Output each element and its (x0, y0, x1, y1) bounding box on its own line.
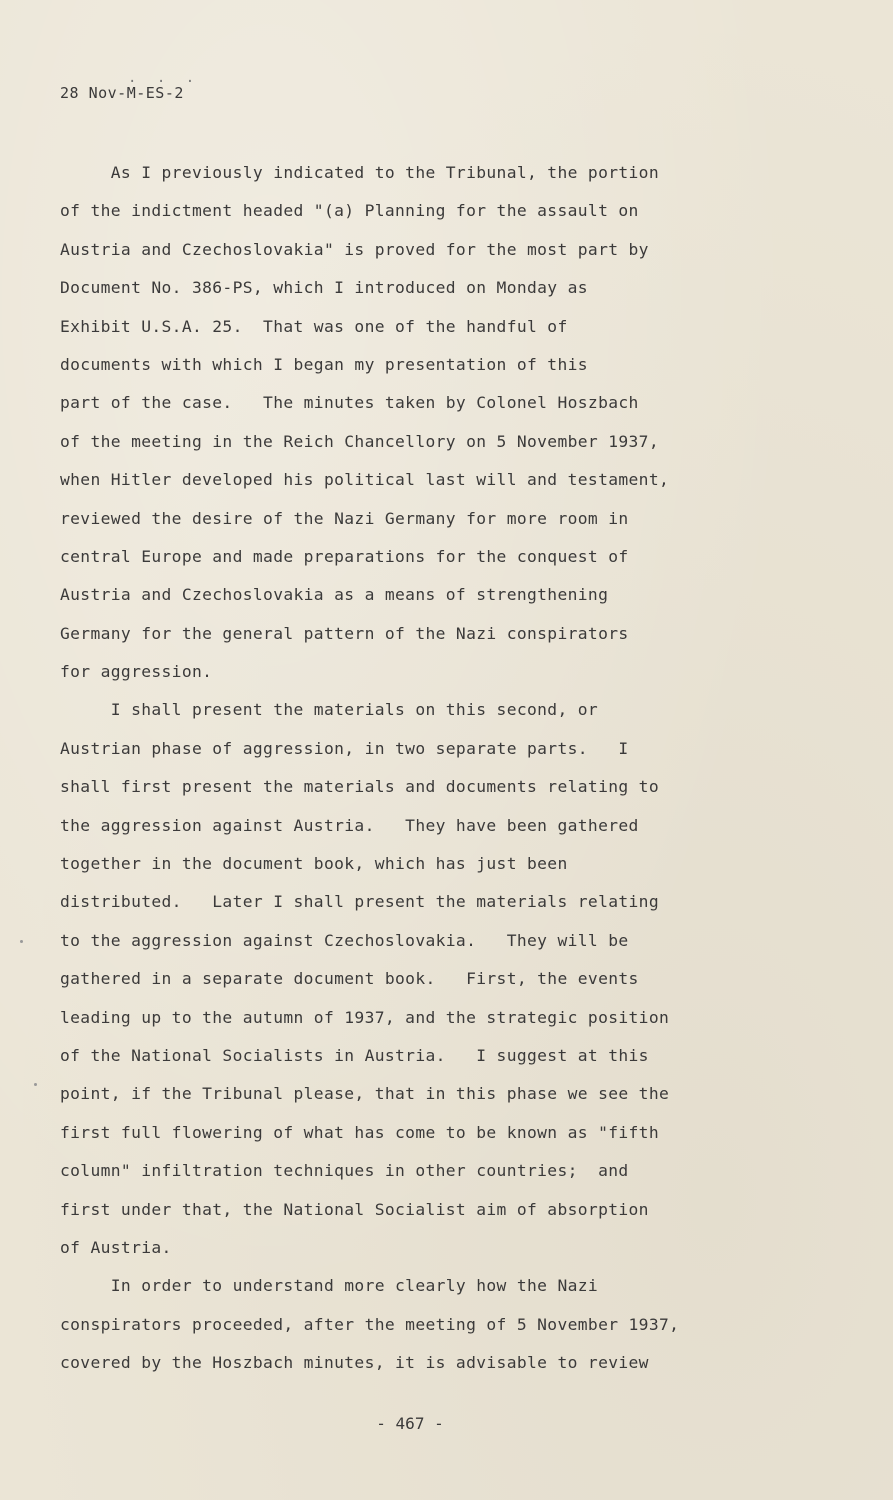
text-line: of the indictment headed "(a) Planning for the assault on (60, 201, 639, 221)
text-line: I shall present the materials on this second, or (60, 700, 599, 720)
top-marks: . . . (128, 70, 201, 86)
text-line: In order to understand more clearly how the Nazi (60, 1276, 599, 1296)
text-line: Germany for the general pattern of the Nazi conspirators (60, 623, 629, 643)
text-line: part of the case. The minutes taken by Colonel Hoszbach (60, 393, 639, 413)
text-line: point, if the Tribunal please, that in this phase we see the (60, 1084, 670, 1104)
text-line: first under that, the National Socialist aim of absorption (60, 1199, 649, 1219)
text-line: shall first present the materials and documents relating to (60, 777, 659, 797)
text-line: central Europe and made preparations for the conquest of (60, 546, 629, 566)
text-line: Austria and Czechoslovakia" is proved for the most part by (60, 239, 649, 259)
paper-speck (20, 940, 23, 943)
text-line: column" infiltration techniques in other countries; and (60, 1161, 629, 1181)
text-line: to the aggression against Czechoslovakia. They will be (60, 930, 629, 950)
text-line: Exhibit U.S.A. 25. That was one of the handful of (60, 316, 568, 336)
text-line: gathered in a separate document book. First, the events (60, 969, 639, 989)
text-line: the aggression against Austria. They have been gathered (60, 815, 639, 835)
text-line: conspirators proceeded, after the meeting of 5 November 1937, (60, 1314, 680, 1334)
text-line: reviewed the desire of the Nazi Germany for more room in (60, 508, 629, 528)
body-text (60, 159, 820, 1388)
text-line: of the National Socialists in Austria. I suggest at this (60, 1045, 649, 1065)
text-line: Austria and Czechoslovakia as a means of strengthening (60, 585, 609, 605)
page-number: - 467 - (376, 1414, 444, 1433)
text-line: first full flowering of what has come to be known as "fifth (60, 1122, 659, 1142)
text-line: for aggression. (60, 662, 213, 682)
text-line: leading up to the autumn of 1937, and the strategic position (60, 1007, 670, 1027)
text-line: documents with which I began my presentation of this (60, 354, 588, 374)
text-line: together in the document book, which has just been (60, 854, 568, 874)
text-line: distributed. Later I shall present the materials relating (60, 892, 659, 912)
text-line: when Hitler developed his political last will and testament, (60, 470, 670, 490)
text-line: Austrian phase of aggression, in two separate parts. I (60, 738, 629, 758)
text-line: covered by the Hoszbach minutes, it is advisable to review (60, 1353, 649, 1373)
text-line: Document No. 386-PS, which I introduced on Monday as (60, 278, 588, 298)
document-reference: 28 Nov-M-ES-2 (60, 84, 184, 102)
text-line: of the meeting in the Reich Chancellory on 5 November 1937, (60, 431, 659, 451)
text-line: of Austria. (60, 1237, 172, 1257)
paper-speck (34, 1083, 37, 1086)
text-line: As I previously indicated to the Tribunal, the portion (60, 163, 659, 182)
